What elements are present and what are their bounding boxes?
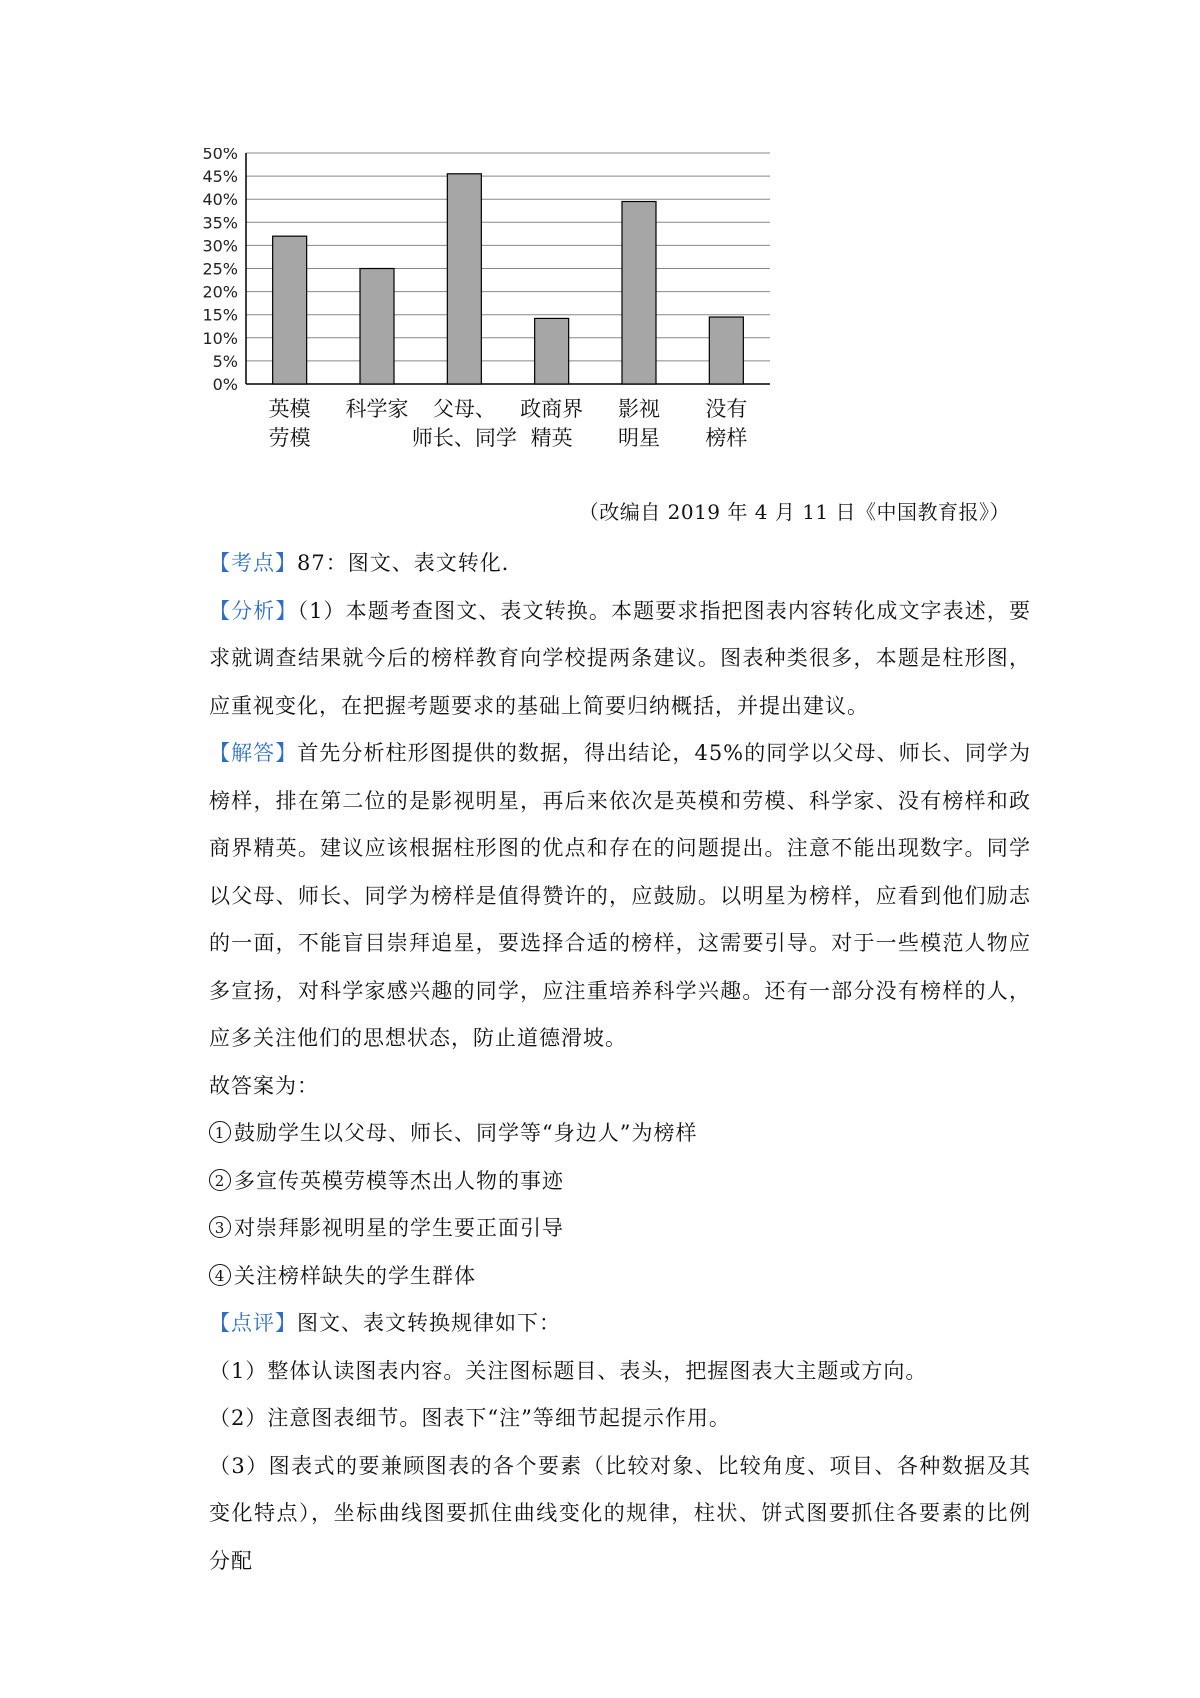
circled-number: 2: [209, 1169, 231, 1191]
answer-item: [209, 1158, 1031, 1206]
circled-number: 1: [209, 1121, 231, 1143]
y-tick-label: 15%: [202, 305, 238, 325]
bar: [535, 318, 569, 384]
rule-item: （2）注意图表细节。图表下“注”等细节起提示作用。: [209, 1406, 731, 1430]
x-category-label: 政商界: [520, 397, 584, 421]
jieda-tag: 【解答】: [209, 741, 298, 765]
x-category-label: 没有: [705, 397, 748, 421]
x-category-label: 父母、: [432, 397, 496, 421]
rule-item: （3）图表式的要兼顾图表的各个要素（比较对象、比较角度、项目、各种数据及其变化特点），坐标曲线图要抓住曲线变化的规律，柱状、饼式图要抓住各要素的比例分配: [209, 1453, 1031, 1573]
dianping-text: 图文、表文转换规律如下：: [297, 1311, 561, 1335]
answer-item: [209, 1253, 1031, 1301]
y-tick-label: 30%: [202, 236, 238, 256]
x-category-label: 科学家: [345, 397, 409, 421]
bar: [360, 269, 394, 385]
chart-svg: [200, 148, 840, 493]
y-tick-label: 50%: [202, 148, 238, 163]
dianping-paragraph: [209, 1300, 1031, 1348]
y-tick-label: 35%: [202, 213, 238, 233]
source-note: （改编自 2019 年 4 月 11 日《中国教育报》）: [578, 500, 1010, 524]
y-tick-label: 10%: [202, 328, 238, 348]
answer-text: 关注榜样缺失的学生群体: [234, 1263, 476, 1288]
answer-item: [209, 1205, 1031, 1253]
x-category-label: 精英: [530, 426, 573, 450]
bar: [273, 236, 307, 384]
bar-chart: [200, 148, 840, 493]
y-tick-label: 5%: [212, 351, 238, 371]
circled-number: 3: [209, 1216, 231, 1238]
y-tick-label: 45%: [202, 167, 238, 187]
kaodian-paragraph: [209, 540, 1031, 588]
rule-item: （1）整体认读图表内容。关注图标题目、表头，把握图表大主题或方向。: [209, 1358, 928, 1383]
answer-text: 对崇拜影视明星的学生要正面引导: [234, 1216, 564, 1240]
x-category-label: 明星: [618, 426, 660, 450]
bar: [622, 202, 656, 384]
x-category-label: 劳模: [268, 426, 311, 450]
dianping-tag: 【点评】: [209, 1311, 297, 1335]
kaodian-tag: 【考点】: [209, 551, 297, 575]
x-category-label: 英模: [268, 397, 311, 421]
x-category-label: 师长、同学: [411, 426, 517, 450]
answer-text: 多宣传英模劳模等杰出人物的事迹: [234, 1168, 564, 1193]
circled-number: 4: [209, 1264, 231, 1286]
y-tick-label: 25%: [202, 259, 238, 279]
fenxi-text: （1）本题考查图文、表文转换。本题要求指把图表内容转化成文字表述，要求就调查结果就今后的榜样教育向学校提两条建议。图表种类很多，本题是柱形图，应重视变化，在把握考题要求的基础上简要归纳概括，并提出建议。: [209, 598, 1032, 718]
y-tick-label: 20%: [202, 282, 238, 302]
y-tick-label: 0%: [212, 375, 238, 394]
x-category-label: 影视: [618, 397, 660, 421]
x-category-label: 榜样: [705, 426, 748, 450]
answer-intro: 故答案为：: [209, 1073, 319, 1098]
bar: [709, 317, 743, 384]
analysis-content: [209, 540, 1031, 1585]
bar: [447, 174, 481, 384]
fenxi-tag: 【分析】: [209, 598, 298, 623]
kaodian-text: 87：图文、表文转化．: [297, 551, 524, 575]
answer-text: 鼓励学生以父母、师长、同学等“身边人”为榜样: [234, 1121, 698, 1145]
answer-item: [209, 1110, 1031, 1158]
jieda-paragraph: [209, 730, 1031, 1063]
y-tick-label: 40%: [202, 190, 238, 210]
jieda-text: 首先分析柱形图提供的数据，得出结论，45%的同学以父母、师长、同学为榜样，排在第二位的是影视明星，再后来依次是英模和劳模、科学家、没有榜样和政商界精英。建议应该根据柱形图的优点和存在的问题提出。注意不能出现数字。同学以父母、师长、同学为榜样是值得赞许的，应鼓励。以明星为榜样，应看到他们励志的一面，不能盲目崇拜追星，要选择合适的榜样，这需要引导。对于一些模范人物应多宣扬，对科学家感兴趣的同学，应注重培养科学兴趣。还有一部分没有榜样的人，应多关注他们的思想状态，防止道德滑坡。: [209, 741, 1031, 1050]
fenxi-paragraph: [209, 588, 1031, 731]
